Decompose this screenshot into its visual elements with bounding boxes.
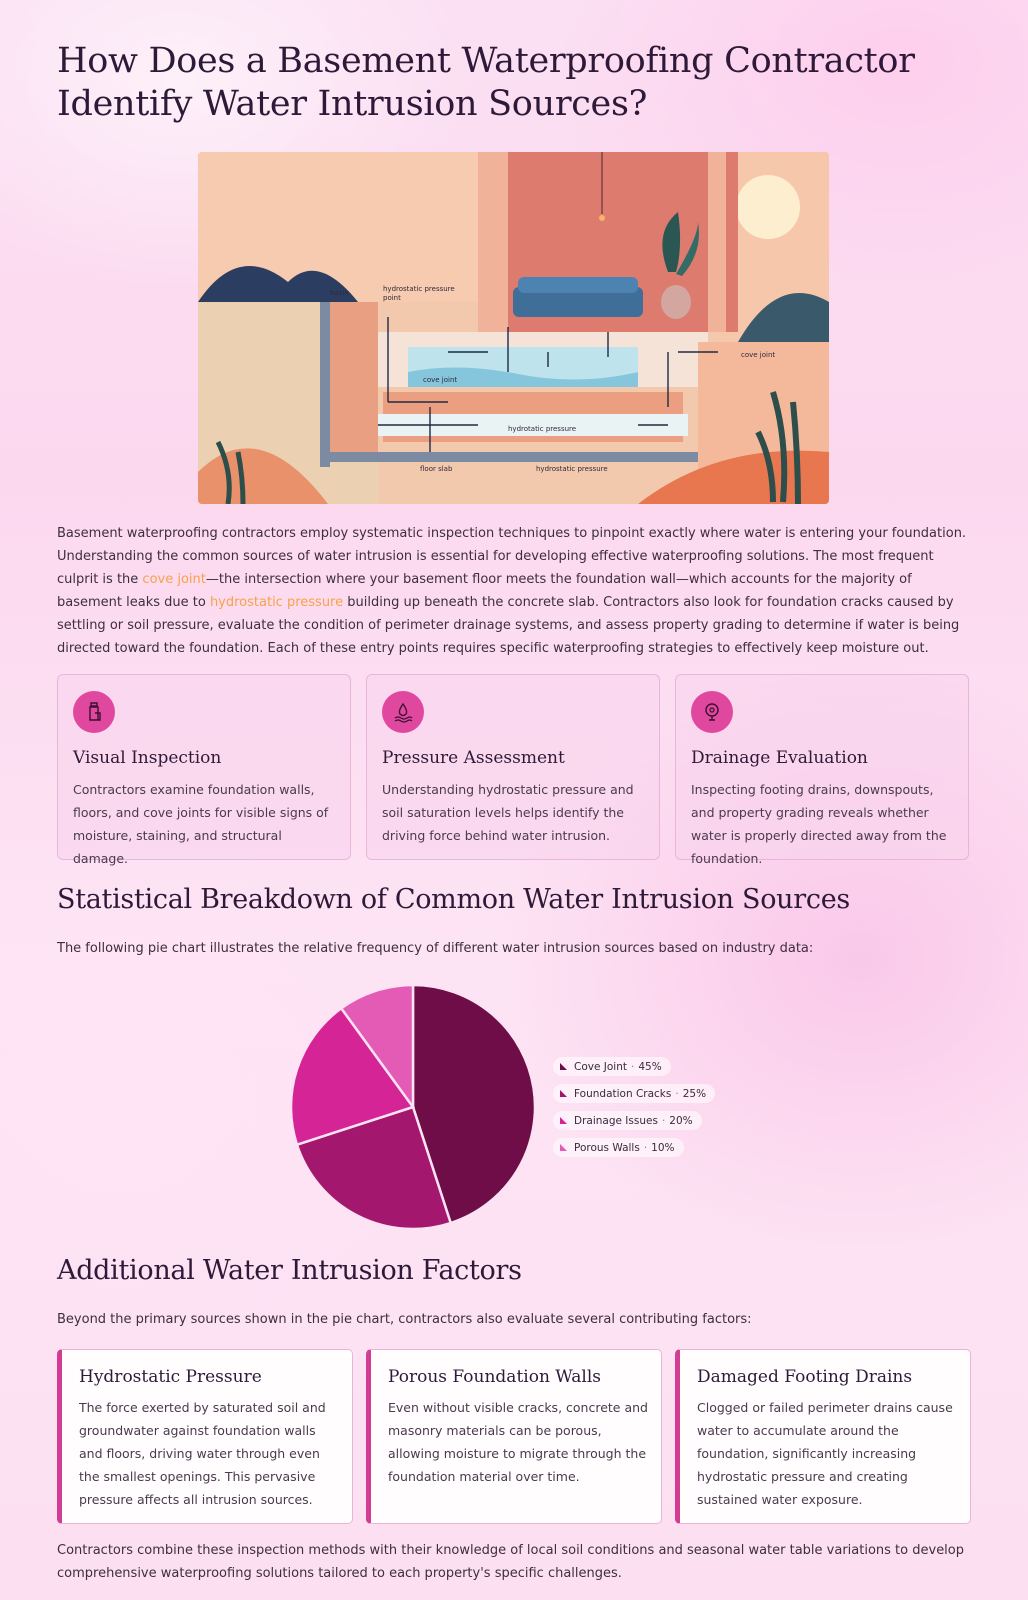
legend-value: 20% xyxy=(669,1114,693,1127)
highlight-cove-joint: cove joint xyxy=(142,572,206,587)
highlight-hydrostatic-pressure: hydrostatic pressure xyxy=(209,595,344,610)
svg-text:hydrostatic pressure: hydrostatic pressure xyxy=(536,465,608,473)
intro-paragraph: Basement waterproofing contractors employ systematic inspection techniques to pinpoint exactly where water is entering your foundation. Understanding the common sources of water intrusion is essential for developing effective waterproofing solutions. The most frequent culprit is the cove joint—the intersection where your basement floor meets the foundation wall—which accounts for the majority of basement leaks due to hydrostatic pressure building up beneath the concrete slab. Contractors also look for foundation cracks caused by settling or soil pressure, evaluate the condition of perimeter drainage systems, and assess property grading to determine if water is being directed toward the foundation. Each of these entry points requires specific waterproofing strategies to effectively keep moisture out. xyxy=(57,526,967,656)
legend-swatch-icon xyxy=(560,1090,567,1097)
factor-description: Clogged or failed perimeter drains cause water to accumulate around the foundation, significantly increasing hydrostatic pressure and creating sustained water exposure. xyxy=(697,1400,953,1507)
legend-label: Porous Walls xyxy=(574,1141,640,1154)
legend-item xyxy=(553,1111,702,1130)
feature-card-visual-inspection xyxy=(57,674,351,866)
water-drop-waves-icon xyxy=(382,691,424,733)
factor-description: Even without visible cracks, concrete and masonry materials can be porous, allowing moisture to migrate through the foundation material over time. xyxy=(388,1400,648,1484)
factor-title: Hydrostatic Pressure xyxy=(79,1367,262,1387)
stats-heading: Statistical Breakdown of Common Water Intrusion Sources xyxy=(57,884,850,915)
svg-text:hydrostatic pressure: hydrostatic pressure xyxy=(383,285,455,293)
feature-card-drainage-evaluation xyxy=(675,674,969,866)
svg-text:hydrotatic pressure: hydrotatic pressure xyxy=(508,425,577,433)
legend-swatch-icon xyxy=(560,1144,567,1151)
legend-row xyxy=(553,1109,753,1136)
legend-separator: · xyxy=(661,1114,666,1127)
legend-swatch-icon xyxy=(560,1117,567,1124)
legend-value: 10% xyxy=(651,1141,675,1154)
factor-title: Damaged Footing Drains xyxy=(697,1367,913,1387)
sun-icon xyxy=(736,175,800,239)
factor-description: The force exerted by saturated soil and groundwater against foundation walls and floors, driving water through even the smallest openings. This pervasive pressure affects all intrusion sources. xyxy=(79,1400,326,1507)
legend-item xyxy=(553,1138,684,1157)
legend-swatch-icon xyxy=(560,1063,567,1070)
feature-title: Drainage Evaluation xyxy=(691,748,868,768)
factor-card-hydrostatic-pressure xyxy=(57,1349,353,1524)
factor-card-damaged-footing-drains xyxy=(675,1349,971,1524)
feature-title: Visual Inspection xyxy=(73,748,222,768)
factor-card-porous-foundation-walls xyxy=(366,1349,662,1524)
drain-gauge-icon xyxy=(691,691,733,733)
legend-separator: · xyxy=(630,1060,635,1073)
pie-legend xyxy=(553,1055,753,1163)
stats-intro: The following pie chart illustrates the relative frequency of different water intrusion sources based on industry data: xyxy=(57,941,814,956)
legend-value: 45% xyxy=(638,1060,662,1073)
legend-label: Cove Joint xyxy=(574,1060,627,1073)
page-title: How Does a Basement Waterproofing Contractor Identify Water Intrusion Sources? xyxy=(57,41,915,124)
feature-title: Pressure Assessment xyxy=(382,748,565,768)
legend-row xyxy=(553,1136,753,1163)
legend-label: Foundation Cracks xyxy=(574,1087,672,1100)
bottle-inspection-icon xyxy=(73,691,115,733)
legend-label: Drainage Issues xyxy=(574,1114,658,1127)
legend-row xyxy=(553,1055,753,1082)
legend-separator: · xyxy=(643,1141,648,1154)
additional-intro: Beyond the primary sources shown in the pie chart, contractors also evaluate several contributing factors: xyxy=(57,1312,752,1327)
legend-separator: · xyxy=(675,1087,679,1100)
feature-description: Understanding hydrostatic pressure and soil saturation levels helps identify the driving force behind water intrusion. xyxy=(382,782,634,843)
feature-description: Inspecting footing drains, downspouts, and property grading reveals whether water is properly directed away from the foundation. xyxy=(691,782,947,866)
factor-title: Porous Foundation Walls xyxy=(388,1367,602,1387)
svg-text:floor slab: floor slab xyxy=(420,465,453,473)
closing-paragraph: Contractors combine these inspection methods with their knowledge of local soil conditions and seasonal water table variations to develop comprehensive waterproofing solutions tailored to each property's specific challenges. xyxy=(57,1543,965,1581)
svg-text:basin: basin xyxy=(330,289,349,297)
legend-item xyxy=(553,1084,715,1103)
basement-cross-section-illustration xyxy=(198,152,829,504)
svg-text:cove joint: cove joint xyxy=(741,351,776,359)
legend-item xyxy=(553,1057,671,1076)
feature-card-pressure-assessment xyxy=(366,674,660,860)
svg-text:point: point xyxy=(383,294,401,302)
legend-row xyxy=(553,1082,753,1109)
legend-value: 25% xyxy=(682,1087,707,1100)
svg-text:cove joint: cove joint xyxy=(423,376,458,384)
feature-description: Contractors examine foundation walls, floors, and cove joints for visible signs of moisture, staining, and structural damage. xyxy=(73,782,329,866)
additional-heading: Additional Water Intrusion Factors xyxy=(57,1255,522,1286)
pie-chart xyxy=(288,982,538,1232)
